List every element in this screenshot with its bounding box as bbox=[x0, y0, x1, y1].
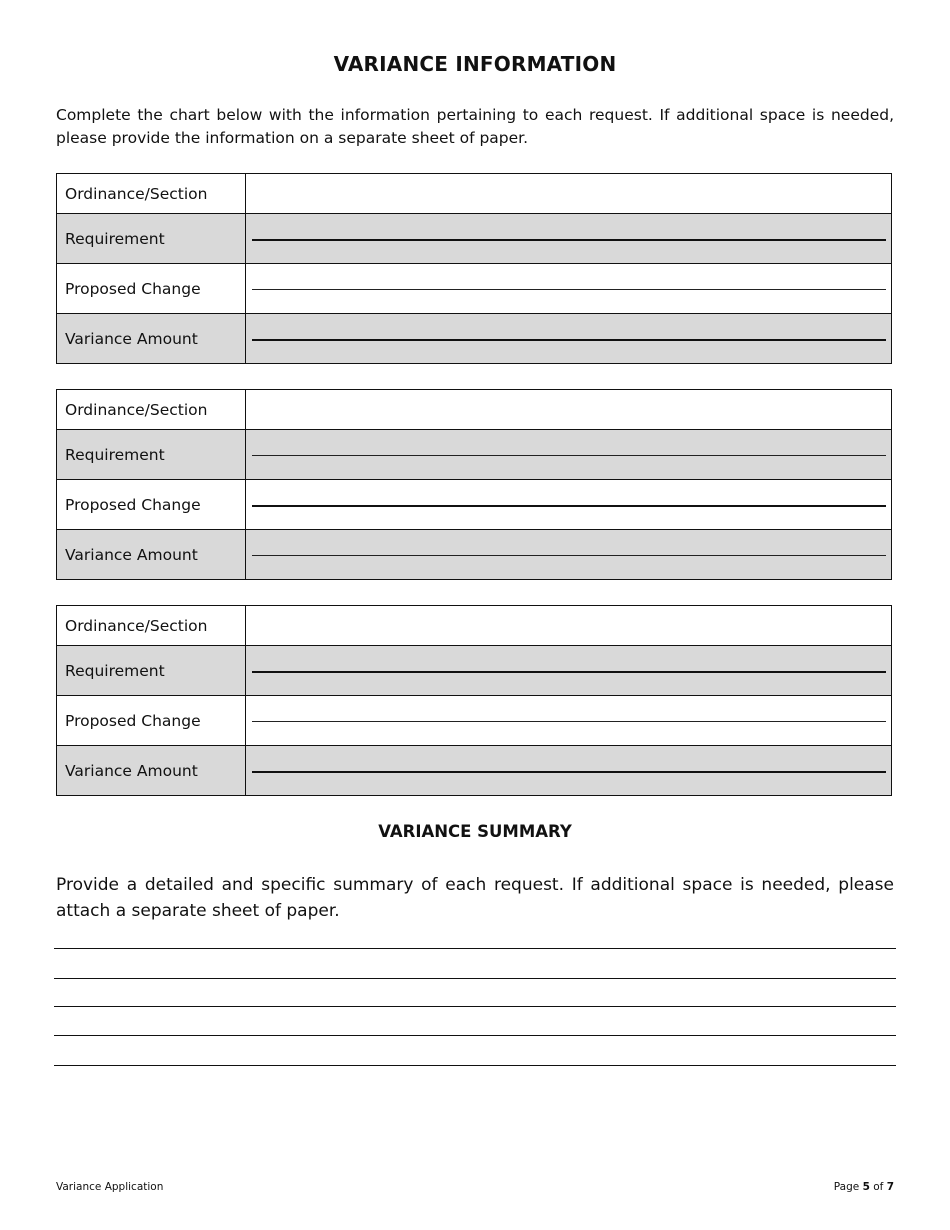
variance-amount-field[interactable] bbox=[246, 746, 892, 796]
proposed-change-field[interactable] bbox=[246, 480, 892, 530]
page-prefix: Page bbox=[833, 1181, 860, 1193]
requirement-label: Requirement bbox=[57, 430, 246, 480]
variance-amount-label: Variance Amount bbox=[57, 314, 246, 364]
page-of: of bbox=[873, 1181, 884, 1193]
intro-instructions: Complete the chart below with the information pertaining to each request. If additional space is needed, please provide the information on a separate sheet of paper. bbox=[56, 106, 894, 147]
ordinance-section-field[interactable] bbox=[246, 606, 892, 646]
proposed-change-field[interactable] bbox=[246, 264, 892, 314]
variance-table-3 bbox=[56, 605, 892, 796]
ordinance-section-label: Ordinance/Section bbox=[57, 174, 246, 214]
proposed-change-field[interactable] bbox=[246, 696, 892, 746]
summary-line-5[interactable] bbox=[54, 1065, 896, 1066]
requirement-field[interactable] bbox=[246, 214, 892, 264]
variance-amount-field[interactable] bbox=[246, 530, 892, 580]
requirement-field[interactable] bbox=[246, 646, 892, 696]
footer-document-name: Variance Application bbox=[56, 1181, 164, 1193]
fill-line bbox=[252, 339, 886, 341]
summary-line-2[interactable] bbox=[54, 978, 896, 979]
summary-instructions: Provide a detailed and specific summary of each request. If additional space is needed, please attach a separate sheet of paper. bbox=[56, 875, 894, 921]
variance-amount-label: Variance Amount bbox=[57, 746, 246, 796]
requirement-field[interactable] bbox=[246, 430, 892, 480]
ordinance-section-field[interactable] bbox=[246, 174, 892, 214]
page-current: 5 bbox=[862, 1181, 870, 1193]
fill-line bbox=[252, 289, 886, 290]
requirement-label: Requirement bbox=[57, 646, 246, 696]
proposed-change-label: Proposed Change bbox=[57, 480, 246, 530]
summary-line-4[interactable] bbox=[54, 1035, 896, 1036]
fill-line bbox=[252, 505, 886, 507]
fill-line bbox=[252, 771, 886, 773]
fill-line bbox=[252, 239, 886, 241]
proposed-change-label: Proposed Change bbox=[57, 696, 246, 746]
summary-title: VARIANCE SUMMARY bbox=[378, 822, 572, 841]
page-total: 7 bbox=[886, 1181, 894, 1193]
fill-line bbox=[252, 455, 886, 456]
fill-line bbox=[252, 671, 886, 673]
requirement-label: Requirement bbox=[57, 214, 246, 264]
ordinance-section-label: Ordinance/Section bbox=[57, 606, 246, 646]
summary-line-3[interactable] bbox=[54, 1006, 896, 1007]
variance-amount-label: Variance Amount bbox=[57, 530, 246, 580]
variance-table-2 bbox=[56, 389, 892, 580]
fill-line bbox=[252, 555, 886, 556]
variance-table-1 bbox=[56, 173, 892, 364]
variance-amount-field[interactable] bbox=[246, 314, 892, 364]
fill-line bbox=[252, 721, 886, 722]
ordinance-section-field[interactable] bbox=[246, 390, 892, 430]
footer-page-number bbox=[834, 1181, 894, 1193]
page-title: VARIANCE INFORMATION bbox=[333, 52, 617, 76]
ordinance-section-label: Ordinance/Section bbox=[57, 390, 246, 430]
summary-line-1[interactable] bbox=[54, 948, 896, 949]
proposed-change-label: Proposed Change bbox=[57, 264, 246, 314]
